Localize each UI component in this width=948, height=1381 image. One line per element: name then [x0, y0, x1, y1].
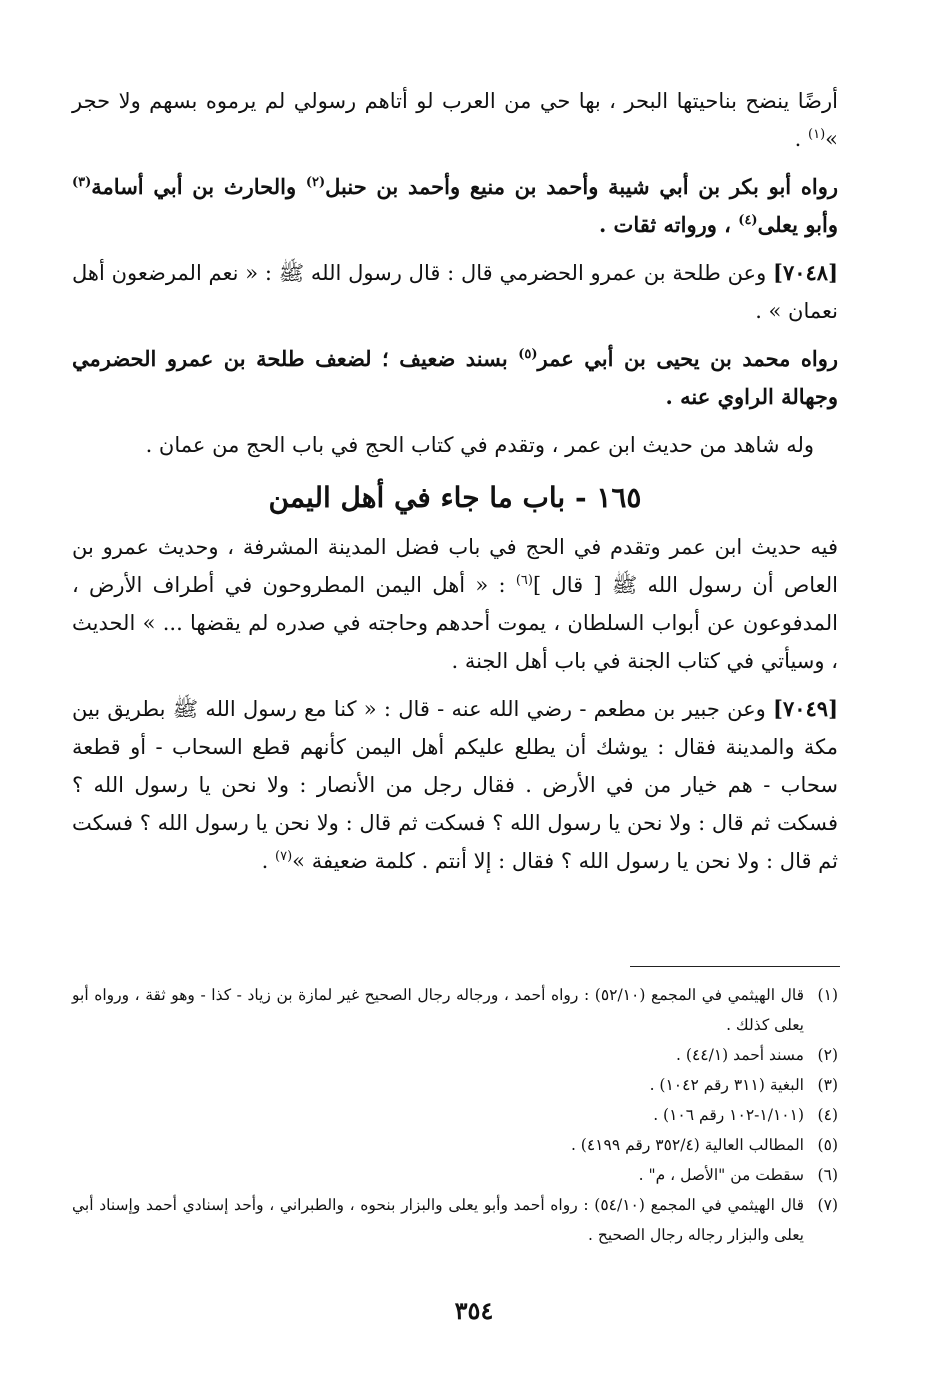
main-text [72, 82, 838, 880]
chapter-heading: ١٦٥ - باب ما جاء في أهل اليمن [268, 481, 642, 514]
paragraph-text: وأبو يعلى [757, 212, 838, 237]
footnote-number: (٦) [817, 1166, 838, 1184]
footnote-text: المطالب العالية (٣٥٢/٤ رقم ٤١٩٩) . [570, 1136, 804, 1154]
hadith-7048 [72, 254, 838, 330]
paragraph-end: . [794, 127, 808, 151]
footnote-text: قال الهيثمي في المجمع (٥٤/١٠) : رواه أحمد وأبو يعلى والبزار بنحوه ، والطبراني ، وأحد إسنادي أحمد وإسناد أبي يعلى والبزار رجاله رجال الصحيح . [72, 1196, 804, 1244]
footnote-item [72, 1130, 838, 1160]
footnote-text: البغية (٣١١ رقم ١٠٤٢) . [649, 1076, 804, 1094]
paragraph-text: : « أهل اليمن المطروحون في أطراف الأرض ، المدفوعون عن أبواب السلطان ، يموت أحدهم وحاجته في صدره لم يقضها ... » الحديث ، وسيأتي في كتاب الجنة في باب أهل الجنة . [72, 573, 838, 673]
paragraph-text: والحارث بن أبي أسامة [91, 174, 306, 199]
paragraph-text: ، ورواته ثقات . [598, 212, 739, 237]
hadith-text: وعن طلحة بن عمرو الحضرمي قال : قال رسول الله ﷺ : « نعم المرضعون أهل نعمان » . [72, 261, 838, 323]
footnote-number: (١) [817, 986, 838, 1004]
paragraph-hadith-continuation [72, 82, 838, 158]
footnote-number: (٣) [817, 1076, 838, 1094]
paragraph-text: أرضًا ينضح بناحيتها البحر ، بها حي من العرب لو أتاهم رسولي لم يرموه بسهم ولا حجر » [72, 89, 838, 151]
footnote-item [72, 1040, 838, 1070]
paragraph-chapter-intro [72, 528, 838, 680]
footnote-number: (٥) [817, 1136, 838, 1154]
footnote-item [72, 1070, 838, 1100]
page-number: ٣٥٤ [454, 1296, 494, 1325]
footnote-item [72, 1160, 838, 1190]
paragraph-narrators [72, 168, 838, 244]
paragraph-witness: وله شاهد من حديث ابن عمر ، وتقدم في كتاب الحج في باب الحج من عمان . [145, 433, 814, 457]
paragraph-end: . [261, 849, 276, 873]
footnote-text: مسند أحمد (٤٤/١) . [676, 1046, 804, 1064]
paragraph-grading [72, 340, 838, 416]
footnote-item [72, 1100, 838, 1130]
footnote-text: (١/١٠١-١٠٢ رقم ١٠٦) . [653, 1106, 804, 1124]
footnote-ref-3: (٣) [72, 175, 92, 190]
hadith-text: وعن جبير بن مطعم - رضي الله عنه - قال : « كنا مع رسول الله ﷺ بطريق بين مكة والمدينة فقال : يوشك أن يطلع عليكم أهل اليمن كأنهم قطع السحاب - أو قطعة سحاب - هم خيار من في الأرض . فقال رجل من الأنصار : ولا نحن يا رسول الله ؟ فسكت ثم قال : ولا نحن يا رسول الله ؟ فسكت ثم قال : ولا نحن يا رسول الله ؟ فسكت ثم قال : ولا نحن يا رسول الله ؟ فقال : إلا أنتم . كلمة ضعيفة » [72, 697, 838, 873]
hadith-7049 [72, 690, 838, 880]
paragraph-text: بسند ضعيف ؛ لضعف طلحة بن عمرو الحضرمي وجهالة الراوي عنه . [72, 346, 838, 409]
paragraph-text: فيه حديث ابن عمر وتقدم في الحج في باب فضل المدينة المشرفة ، وحديث عمرو بن العاص أن رسول الله ﷺ [ قال ] [72, 535, 838, 597]
footnote-ref-6: (٦) [515, 573, 533, 588]
footnotes [72, 980, 838, 1250]
footnote-divider [630, 966, 840, 967]
paragraph-text: رواه أبو بكر بن أبي شيبة وأحمد بن منيع وأحمد بن حنبل [325, 174, 838, 199]
footnote-ref-7: (٧) [275, 849, 293, 864]
footnote-number: (٧) [817, 1196, 838, 1214]
footnote-number: (٤) [817, 1106, 838, 1124]
footnote-ref-4: (٤) [738, 213, 758, 228]
footnote-text: سقطت من "الأصل ، م" . [638, 1166, 804, 1184]
footnote-item [72, 980, 838, 1040]
footnote-ref-1: (١) [808, 127, 826, 142]
hadith-number: [٧٠٤٩] [773, 696, 838, 721]
footnote-ref-5: (٥) [518, 347, 538, 362]
paragraph-text: رواه محمد بن يحيى بن أبي عمر [537, 346, 838, 371]
footnote-ref-2: (٢) [305, 175, 326, 190]
footnote-item [72, 1190, 838, 1250]
footnote-number: (٢) [817, 1046, 838, 1064]
footnote-text: قال الهيثمي في المجمع (٥٢/١٠) : رواه أحمد ، ورجاله رجال الصحيح غير لمازة بن زياد - كذا - وهو ثقة ، ورواه أبو يعلى كذلك . [72, 986, 805, 1034]
hadith-number: [٧٠٤٨] [773, 260, 838, 285]
